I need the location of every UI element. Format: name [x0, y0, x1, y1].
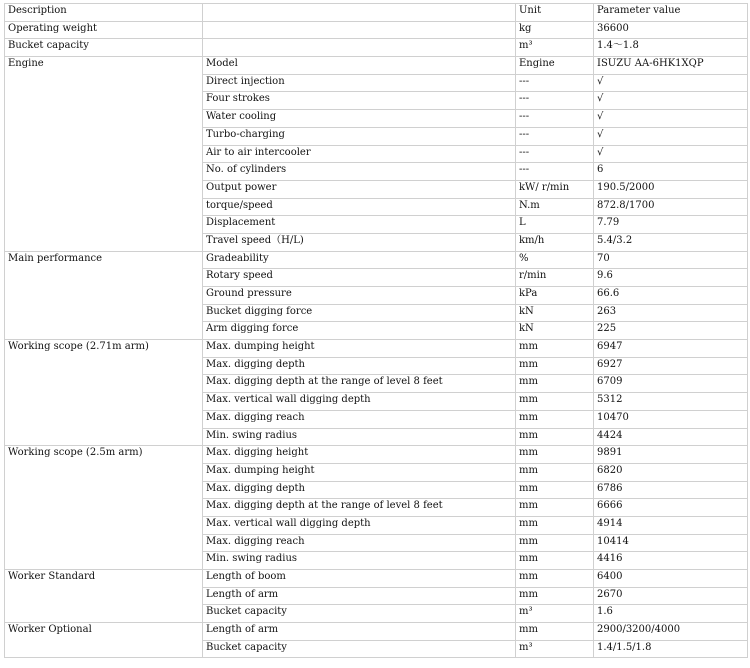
- unit-cell: m³: [516, 640, 594, 658]
- value-cell: 6820: [594, 463, 748, 481]
- unit-cell: kN: [516, 304, 594, 322]
- value-cell: 6400: [594, 570, 748, 588]
- value-cell: 10470: [594, 410, 748, 428]
- unit-cell: r/min: [516, 269, 594, 287]
- value-cell: 1.4～1.8: [594, 39, 748, 57]
- unit-cell: Engine: [516, 57, 594, 75]
- unit-cell: mm: [516, 410, 594, 428]
- value-cell: √: [594, 127, 748, 145]
- item-cell: Min. swing radius: [203, 552, 516, 570]
- table-row: [5, 340, 748, 358]
- value-cell: 5.4/3.2: [594, 233, 748, 251]
- item-cell: Travel speed（H/L): [203, 233, 516, 251]
- item-cell: Max. vertical wall digging depth: [203, 516, 516, 534]
- item-cell: Max. digging reach: [203, 534, 516, 552]
- unit-cell: mm: [516, 534, 594, 552]
- item-cell: [203, 21, 516, 39]
- item-cell: Length of boom: [203, 570, 516, 588]
- item-cell: Length of arm: [203, 587, 516, 605]
- value-cell: 263: [594, 304, 748, 322]
- description-cell: Operating weight: [5, 21, 203, 39]
- value-cell: √: [594, 74, 748, 92]
- unit-cell: mm: [516, 552, 594, 570]
- value-cell: 9.6: [594, 269, 748, 287]
- value-cell: √: [594, 145, 748, 163]
- item-cell: [203, 39, 516, 57]
- item-cell: Direct injection: [203, 74, 516, 92]
- header-unit: Unit: [516, 4, 594, 22]
- value-cell: √: [594, 110, 748, 128]
- item-cell: Max. dumping height: [203, 340, 516, 358]
- item-cell: Arm digging force: [203, 322, 516, 340]
- unit-cell: km/h: [516, 233, 594, 251]
- table-row: [5, 39, 748, 57]
- item-cell: Max. vertical wall digging depth: [203, 393, 516, 411]
- unit-cell: ---: [516, 110, 594, 128]
- item-cell: Air to air intercooler: [203, 145, 516, 163]
- value-cell: 6947: [594, 340, 748, 358]
- unit-cell: m³: [516, 605, 594, 623]
- item-cell: Max. digging depth at the range of level 8 feet: [203, 375, 516, 393]
- value-cell: 6927: [594, 357, 748, 375]
- value-cell: 2900/3200/4000: [594, 623, 748, 641]
- value-cell: 4424: [594, 428, 748, 446]
- unit-cell: %: [516, 251, 594, 269]
- group-label: Engine: [5, 57, 203, 252]
- unit-cell: mm: [516, 340, 594, 358]
- unit-cell: mm: [516, 393, 594, 411]
- unit-cell: mm: [516, 463, 594, 481]
- value-cell: 225: [594, 322, 748, 340]
- header-row: [5, 4, 748, 22]
- value-cell: 872.8/1700: [594, 198, 748, 216]
- item-cell: Max. dumping height: [203, 463, 516, 481]
- unit-cell: mm: [516, 587, 594, 605]
- unit-cell: mm: [516, 428, 594, 446]
- value-cell: 1.4/1.5/1.8: [594, 640, 748, 658]
- item-cell: Max. digging height: [203, 446, 516, 464]
- header-description: Description: [5, 4, 203, 22]
- value-cell: 66.6: [594, 287, 748, 305]
- unit-cell: ---: [516, 74, 594, 92]
- value-cell: 36600: [594, 21, 748, 39]
- value-cell: 1.6: [594, 605, 748, 623]
- item-cell: Rotary speed: [203, 269, 516, 287]
- unit-cell: kg: [516, 21, 594, 39]
- unit-cell: m³: [516, 39, 594, 57]
- unit-cell: ---: [516, 163, 594, 181]
- group-label: Worker Optional: [5, 623, 203, 658]
- item-cell: Gradeability: [203, 251, 516, 269]
- value-cell: 70: [594, 251, 748, 269]
- item-cell: Four strokes: [203, 92, 516, 110]
- unit-cell: mm: [516, 516, 594, 534]
- value-cell: 9891: [594, 446, 748, 464]
- table-row: [5, 623, 748, 641]
- description-cell: Bucket capacity: [5, 39, 203, 57]
- item-cell: Bucket capacity: [203, 640, 516, 658]
- item-cell: Output power: [203, 180, 516, 198]
- group-label: Worker Standard: [5, 570, 203, 623]
- item-cell: Displacement: [203, 216, 516, 234]
- table-row: [5, 570, 748, 588]
- spec-table-body: [5, 4, 748, 658]
- item-cell: Ground pressure: [203, 287, 516, 305]
- item-cell: Bucket capacity: [203, 605, 516, 623]
- unit-cell: kPa: [516, 287, 594, 305]
- item-cell: Water cooling: [203, 110, 516, 128]
- item-cell: Max. digging reach: [203, 410, 516, 428]
- unit-cell: kW/ r/min: [516, 180, 594, 198]
- header-value: Parameter value: [594, 4, 748, 22]
- unit-cell: ---: [516, 127, 594, 145]
- unit-cell: mm: [516, 570, 594, 588]
- value-cell: 4914: [594, 516, 748, 534]
- item-cell: Length of arm: [203, 623, 516, 641]
- value-cell: 6: [594, 163, 748, 181]
- item-cell: Max. digging depth: [203, 357, 516, 375]
- value-cell: 4416: [594, 552, 748, 570]
- unit-cell: ---: [516, 145, 594, 163]
- group-label: Working scope (2.71m arm): [5, 340, 203, 446]
- group-label: Main performance: [5, 251, 203, 339]
- value-cell: ISUZU AA-6HK1XQP: [594, 57, 748, 75]
- item-cell: torque/speed: [203, 198, 516, 216]
- unit-cell: L: [516, 216, 594, 234]
- item-cell: Turbo-charging: [203, 127, 516, 145]
- unit-cell: mm: [516, 375, 594, 393]
- unit-cell: mm: [516, 499, 594, 517]
- table-row: [5, 21, 748, 39]
- value-cell: √: [594, 92, 748, 110]
- item-cell: Max. digging depth: [203, 481, 516, 499]
- group-label: Working scope (2.5m arm): [5, 446, 203, 570]
- value-cell: 10414: [594, 534, 748, 552]
- table-row: [5, 446, 748, 464]
- value-cell: 6709: [594, 375, 748, 393]
- unit-cell: mm: [516, 357, 594, 375]
- unit-cell: mm: [516, 446, 594, 464]
- value-cell: 6666: [594, 499, 748, 517]
- value-cell: 190.5/2000: [594, 180, 748, 198]
- value-cell: 7.79: [594, 216, 748, 234]
- item-cell: Max. digging depth at the range of level 8 feet: [203, 499, 516, 517]
- item-cell: Bucket digging force: [203, 304, 516, 322]
- table-row: [5, 57, 748, 75]
- value-cell: 6786: [594, 481, 748, 499]
- unit-cell: mm: [516, 623, 594, 641]
- spec-table: [4, 3, 748, 658]
- item-cell: Model: [203, 57, 516, 75]
- unit-cell: kN: [516, 322, 594, 340]
- unit-cell: ---: [516, 92, 594, 110]
- unit-cell: N.m: [516, 198, 594, 216]
- item-cell: Min. swing radius: [203, 428, 516, 446]
- value-cell: 2670: [594, 587, 748, 605]
- header-blank: [203, 4, 516, 22]
- unit-cell: mm: [516, 481, 594, 499]
- item-cell: No. of cylinders: [203, 163, 516, 181]
- table-row: [5, 251, 748, 269]
- value-cell: 5312: [594, 393, 748, 411]
